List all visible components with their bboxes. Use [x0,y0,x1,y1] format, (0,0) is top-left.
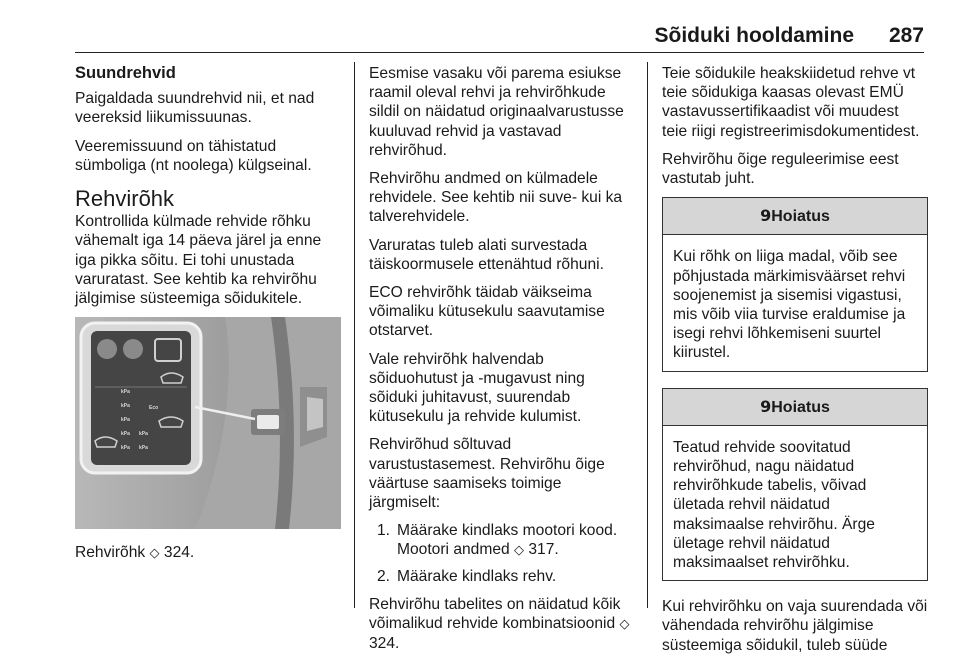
warning-triangle-icon: 9 [760,206,772,226]
warning-title: Hoiatus [771,398,830,416]
figure-label-kpa: kPa [121,389,130,396]
reference-arrow-icon: ◇ [149,546,160,562]
figure-label-kpa: kPa [139,431,148,438]
figure-caption [75,543,345,563]
figure-label-kpa: kPa [121,403,130,410]
paragraph: Vale rehvirõhk halvendab sõiduohutust ja -mugavust ning sõiduki juhitavust, suurendab kütusekulu ja rehvide kulumist. [369,350,585,426]
page-ref[interactable]: 324. [369,635,400,653]
figure-label-kpa: kPa [121,417,130,424]
column-divider-2 [647,62,648,608]
paragraph: Kui rehvirõhku on vaja suurendada või vähendada rehvirõhu jälgimise süsteemiga sõidukil, tuleb süüde [662,598,928,654]
list-number: 1. [377,522,391,540]
warning-body [663,426,927,580]
warning-header [663,198,927,235]
page-number: 287 [888,24,924,47]
figure-label-kpa: kPa [121,445,130,452]
warning-text: Teatud rehvide soovitatud rehvirõhud, nagu näidatud rehvirõhkude tabelis, võivad ületada rehvil näidatud maksimaalse rehvirõhu. Ärge ületage rehvil näidatud maksimaalset rehvirõhku. [673,438,875,572]
caption-text: Rehvirõhk [75,544,146,562]
column-2 [369,64,633,662]
paragraph: Veeremissuund on tähistatud sümboliga (nt noolega) külgseinal. [75,137,312,174]
column-1 [75,64,345,572]
paragraph: Rehvirõhud sõltuvad varustustasemest. Rehvirõhu õige väärtuse saamiseks toimige järgmiselt: [369,436,605,512]
warning-text: Kui rõhk on liiga madal, võib see põhjustada märkimisväärset rehvi soojenemist ja sisemisi vigastusi, mis võib viia turvise eraldumise ja isegi rehvi lõhkemiseni suurtel kiirustel. [673,248,906,362]
reference-arrow-icon: ◇ [619,617,630,633]
tyre-pressure-label-figure [75,317,341,529]
list-item-text: Määrake kindlaks rehv. [397,567,557,585]
page-ref[interactable]: 317. [528,541,559,559]
reference-arrow-icon: ◇ [514,543,525,559]
warning-box [662,388,928,582]
warning-triangle-icon: 9 [760,396,772,416]
warning-header [663,389,927,426]
paragraph-text: Rehvirõhu tabelites on näidatud kõik võimalikud rehvide kombinatsioonid [369,595,621,633]
list-item [377,521,633,560]
paragraph: Rehvirõhu õige reguleerimise eest vastutab juht. [662,150,899,188]
list-text [397,521,633,560]
figure-label-kpa: kPa [139,445,148,452]
list-item [377,567,633,586]
figure-label-eco: Eco [149,405,159,412]
caption-page-ref[interactable]: 324. [163,544,195,562]
paragraph: Varuratas tuleb alati survestada täiskoormusele ettenähtud rõhuni. [369,236,604,273]
column-3 [662,64,928,664]
heading-tyre-pressure: Rehvirõhk [75,186,175,212]
heading-directional-tyres: Suundrehvid [75,64,176,82]
figure-label-kpa: kPa [121,431,130,438]
warning-box [662,197,928,371]
paragraph: Eesmise vasaku või parema esiukse raamil oleval rehvi ja rehvirõhkude sildil on näidatud originaalvarustusse kuuluvad rehvid ja vastavad rehvirõhud. [369,65,624,159]
warning-title: Hoiatus [771,208,830,226]
section-title: Sõiduki hooldamine [654,24,854,47]
column-divider-1 [354,62,355,608]
door-frame-illustration [75,317,341,529]
page-header [75,20,924,53]
list-number: 2. [377,567,391,585]
paragraph: ECO rehvirõhk täidab väikseima võimaliku kütusekulu saavutamise otstarvet. [369,284,605,340]
paragraph: Teie sõidukile heakskiidetud rehve vt teie sõidukiga kaasas olevast EMÜ vastavussertifikaadist või muudest teie riigi registreerimisdokumentidest. [662,65,920,140]
paragraph [369,595,633,654]
list-item-text: Määrake kindlaks mootori kood. Mootori andmed [397,522,618,559]
warning-body [663,235,927,370]
paragraph: Paigaldada suundrehvid nii, et nad veereksid liikumissuunas. [75,90,315,127]
paragraph: Kontrollida külmade rehvide rõhku vähemalt iga 14 päeva järel ja enne iga pikka sõitu. Ei tohi unustada varuratast. See kehtib ka rehvirõhu jälgimise süsteemiga sõidukitele. [75,213,322,308]
steps-list [369,521,633,586]
paragraph: Rehvirõhu andmed on külmadele rehvidele. See kehtib nii suve- kui ka talverehvidele. [369,170,623,226]
